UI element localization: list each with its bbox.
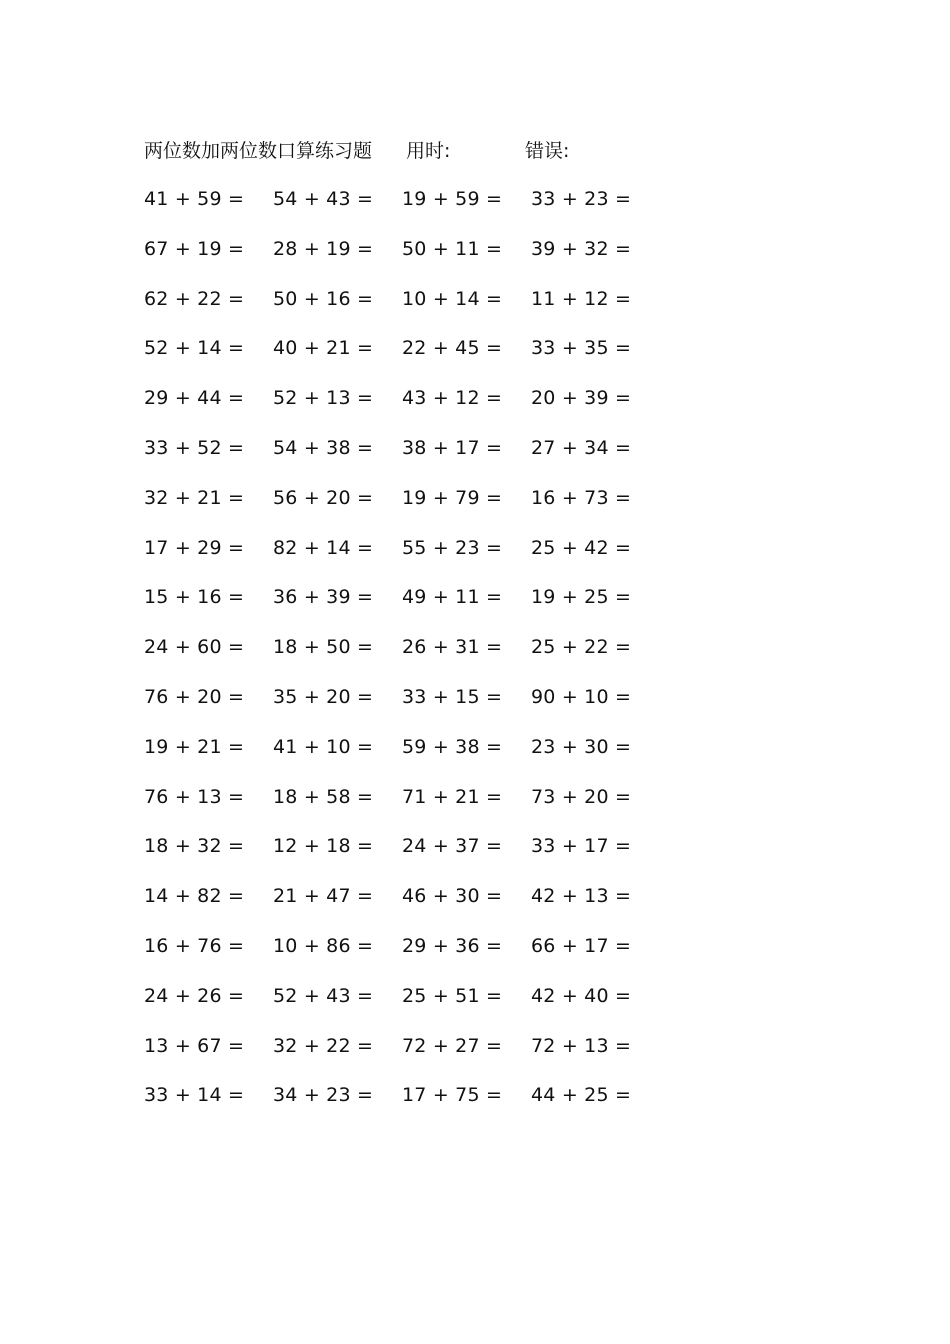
problem-item: 25 + 51 = — [402, 984, 503, 1007]
problem-item: 18 + 32 = — [144, 835, 245, 858]
problem-item: 23 + 30 = — [531, 735, 632, 758]
problem-item: 39 + 32 = — [531, 237, 632, 260]
problem-item: 14 + 82 = — [144, 885, 245, 908]
problem-item: 33 + 23 = — [531, 188, 632, 210]
problem-item: 19 + 25 = — [531, 586, 632, 609]
problem-item: 17 + 29 = — [144, 536, 245, 559]
problem-item: 15 + 16 = — [144, 586, 245, 609]
problem-item: 10 + 86 = — [273, 934, 374, 957]
problem-item: 24 + 60 = — [144, 636, 245, 659]
problem-item: 52 + 14 = — [144, 337, 245, 360]
problem-item: 18 + 50 = — [273, 636, 374, 659]
problem-item: 62 + 22 = — [144, 287, 245, 310]
problem-item: 50 + 16 = — [273, 287, 374, 310]
problem-item: 33 + 35 = — [531, 337, 632, 360]
problem-item: 41 + 59 = — [144, 188, 245, 210]
problem-item: 56 + 20 = — [273, 486, 374, 509]
problem-item: 13 + 67 = — [144, 1034, 245, 1057]
problem-item: 16 + 73 = — [531, 486, 632, 509]
problem-item: 28 + 19 = — [273, 237, 374, 260]
problem-item: 12 + 18 = — [273, 835, 374, 858]
problem-item: 66 + 17 = — [531, 934, 632, 957]
problem-item: 17 + 75 = — [402, 1084, 503, 1107]
problem-item: 36 + 39 = — [273, 586, 374, 609]
time-label: 用时: — [406, 140, 451, 162]
problem-item: 54 + 38 = — [273, 436, 374, 459]
problem-item: 24 + 37 = — [402, 835, 503, 858]
problem-item: 27 + 34 = — [531, 436, 632, 459]
problem-item: 25 + 22 = — [531, 636, 632, 659]
problem-item: 50 + 11 = — [402, 237, 503, 260]
problem-item: 33 + 14 = — [144, 1084, 245, 1107]
problem-item: 26 + 31 = — [402, 636, 503, 659]
problem-item: 82 + 14 = — [273, 536, 374, 559]
problem-item: 16 + 76 = — [144, 934, 245, 957]
problem-item: 54 + 43 = — [273, 188, 374, 210]
problem-item: 33 + 52 = — [144, 436, 245, 459]
problem-item: 90 + 10 = — [531, 685, 632, 708]
problem-item: 72 + 13 = — [531, 1034, 632, 1057]
problem-item: 19 + 21 = — [144, 735, 245, 758]
problem-grid — [144, 184, 660, 1130]
problem-item: 32 + 21 = — [144, 486, 245, 509]
problem-item: 29 + 36 = — [402, 934, 503, 957]
problem-item: 38 + 17 = — [402, 436, 503, 459]
problem-item: 19 + 59 = — [402, 188, 503, 210]
problem-item: 33 + 15 = — [402, 685, 503, 708]
errors-label: 错误: — [525, 140, 570, 162]
problem-item: 33 + 17 = — [531, 835, 632, 858]
problem-item: 10 + 14 = — [402, 287, 503, 310]
problem-item: 55 + 23 = — [402, 536, 503, 559]
problem-item: 52 + 43 = — [273, 984, 374, 1007]
problem-item: 46 + 30 = — [402, 885, 503, 908]
problem-item: 49 + 11 = — [402, 586, 503, 609]
problem-item: 32 + 22 = — [273, 1034, 374, 1057]
problem-item: 59 + 38 = — [402, 735, 503, 758]
problem-item: 43 + 12 = — [402, 387, 503, 410]
problem-item: 24 + 26 = — [144, 984, 245, 1007]
worksheet-title: 两位数加两位数口算练习题 — [144, 140, 373, 162]
problem-item: 72 + 27 = — [402, 1034, 503, 1057]
problem-item: 76 + 13 = — [144, 785, 245, 808]
problem-item: 18 + 58 = — [273, 785, 374, 808]
problem-item: 21 + 47 = — [273, 885, 374, 908]
problem-item: 76 + 20 = — [144, 685, 245, 708]
problem-item: 73 + 20 = — [531, 785, 632, 808]
problem-item: 42 + 13 = — [531, 885, 632, 908]
problem-item: 11 + 12 = — [531, 287, 632, 310]
problem-item: 41 + 10 = — [273, 735, 374, 758]
problem-item: 29 + 44 = — [144, 387, 245, 410]
problem-item: 20 + 39 = — [531, 387, 632, 410]
problem-item: 42 + 40 = — [531, 984, 632, 1007]
problem-item: 40 + 21 = — [273, 337, 374, 360]
problem-item: 34 + 23 = — [273, 1084, 374, 1107]
problem-item: 44 + 25 = — [531, 1084, 632, 1107]
problem-item: 22 + 45 = — [402, 337, 503, 360]
problem-item: 19 + 79 = — [402, 486, 503, 509]
problem-item: 67 + 19 = — [144, 237, 245, 260]
problem-item: 71 + 21 = — [402, 785, 503, 808]
problem-item: 52 + 13 = — [273, 387, 374, 410]
problem-item: 25 + 42 = — [531, 536, 632, 559]
problem-item: 35 + 20 = — [273, 685, 374, 708]
